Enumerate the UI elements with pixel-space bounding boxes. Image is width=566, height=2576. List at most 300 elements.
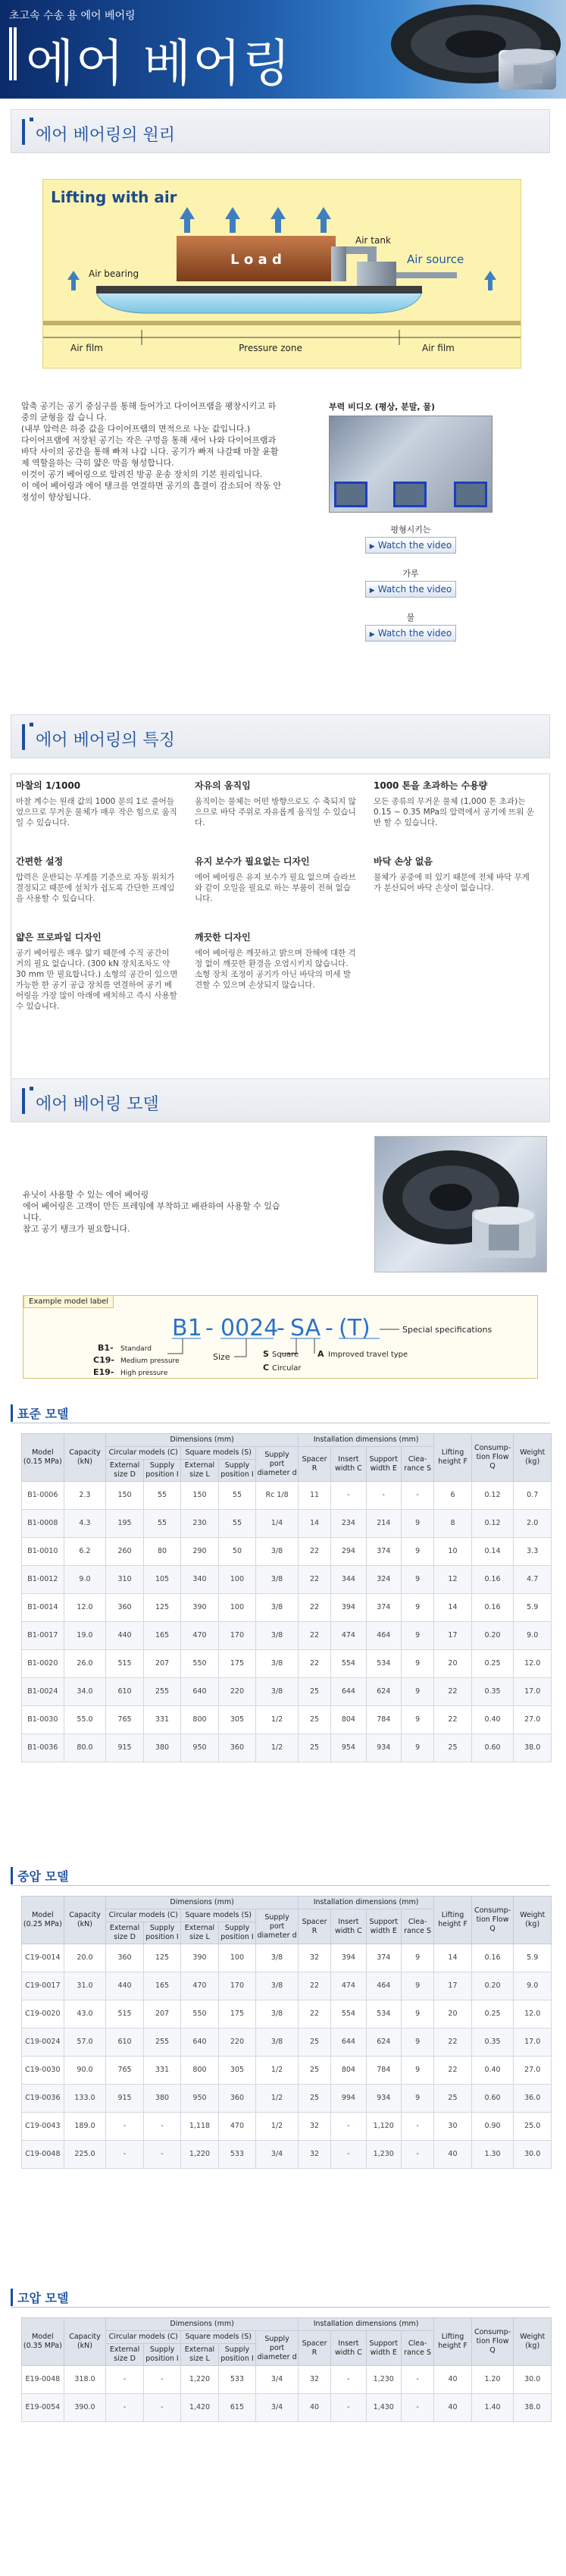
table-cell: 25.0 bbox=[514, 2113, 552, 2141]
col-header-weight: Weight (kg) bbox=[514, 1897, 552, 1944]
table-cell: 644 bbox=[331, 2028, 366, 2057]
feature-item: 얇은 프로파일 디자인 공기 베어링은 매우 얇기 때문에 수직 공간이 거의 필요 없습니다. (300 kN 장치조차도 약 30 mm 만 필요합니다.) 소형의 공간이 있으면 가능한 한 공기 공급 장치를 연결하여 공기 베어링을 가장 많이 아래에 배치하고 즉시 사용할 수 있습니다. bbox=[16, 932, 178, 1011]
table-cell: 3/4 bbox=[256, 2394, 299, 2422]
model-cell: B1-0008 bbox=[22, 1510, 64, 1538]
series-desc-medium: Medium pressure bbox=[120, 1357, 180, 1365]
table-cell: 305 bbox=[218, 2057, 255, 2085]
table-cell: 3/8 bbox=[256, 1622, 299, 1650]
table-cell: 25 bbox=[298, 1734, 330, 1762]
table-row bbox=[22, 1944, 552, 1972]
table-cell: 0.16 bbox=[471, 1594, 514, 1622]
table-row bbox=[22, 2085, 552, 2113]
watch-video-button-water[interactable]: ▶ Watch the video bbox=[365, 625, 456, 642]
table-cell: 20 bbox=[434, 1650, 471, 1678]
shape-desc-square: Square bbox=[272, 1351, 299, 1359]
table-cell: 0.12 bbox=[471, 1510, 514, 1538]
col-header-spacer: Spacer R bbox=[298, 2331, 330, 2366]
table-cell: - bbox=[401, 2113, 433, 2141]
table-cell: 175 bbox=[218, 2000, 255, 2028]
video-thumb-2[interactable] bbox=[393, 482, 427, 507]
table-cell: 255 bbox=[143, 2028, 180, 2057]
table-cell: 22 bbox=[434, 1706, 471, 1734]
table-cell: 55 bbox=[218, 1510, 255, 1538]
table-cell: 3.3 bbox=[514, 1538, 552, 1566]
table-cell: 9 bbox=[401, 1622, 433, 1650]
table-cell: 324 bbox=[366, 1566, 401, 1594]
table-cell: 12.0 bbox=[514, 2000, 552, 2028]
table-cell: - bbox=[143, 2394, 180, 2422]
table-cell: 390 bbox=[181, 1594, 218, 1622]
table-cell: 9 bbox=[401, 1510, 433, 1538]
table-row bbox=[22, 1566, 552, 1594]
watch-video-button-level[interactable]: ▶ Watch the video bbox=[365, 537, 456, 554]
model-paragraph: 유닛이 사용할 수 있는 에어 베어링 에어 베어링은 고객이 만든 프레임에 부착하고 배관하여 사용할 수 있습 니다. 참고 공기 탱크가 필요합니다. bbox=[23, 1190, 280, 1234]
table-row bbox=[22, 2366, 552, 2394]
table-cell: 20 bbox=[434, 2000, 471, 2028]
air-bearing-label: Air bearing bbox=[89, 268, 139, 279]
table-cell: 0.20 bbox=[471, 1972, 514, 2000]
table-cell: 550 bbox=[181, 2000, 218, 2028]
table-cell: 26.0 bbox=[64, 1650, 106, 1678]
col-header-square: Square models (S) bbox=[181, 2331, 256, 2344]
col-header-supply-position: Supply position I bbox=[143, 1922, 180, 1944]
feature-item: 자유의 움직임 움직이는 물체는 어떤 방향으로도 수 축되지 않으므로 바닥 주위로 자유롭게 움직일 수 있습니다. bbox=[195, 780, 356, 827]
table-cell: 30.0 bbox=[514, 2141, 552, 2169]
table-cell: 610 bbox=[106, 1678, 143, 1706]
table-cell: 360 bbox=[106, 1944, 143, 1972]
table-cell: 533 bbox=[218, 2141, 255, 2169]
page-title: 에어 베어링 bbox=[26, 34, 292, 93]
table-cell: 0.40 bbox=[471, 2057, 514, 2085]
col-header-insert-width: Insert width C bbox=[331, 1447, 366, 1482]
table-cell: 765 bbox=[106, 1706, 143, 1734]
air-bearing-device-image bbox=[362, 0, 566, 99]
table-cell: 554 bbox=[331, 2000, 366, 2028]
table-cell: 474 bbox=[331, 1972, 366, 2000]
table-cell: 30 bbox=[434, 2113, 471, 2141]
feature-item: 깨끗한 디자인 에어 베어링은 깨끗하고 밝으며 잔해에 대한 걱정 없이 깨끗한 환경을 오염시키지 않습니다. 소형 장치 조정이 공기가 아닌 바닥의 미세 발견할 수 있으며 손상되지 않습니다. bbox=[195, 932, 356, 990]
special-specifications-label: Special specifications bbox=[402, 1325, 493, 1335]
col-header-supply-position: Supply position I bbox=[218, 1922, 255, 1944]
table-cell: 464 bbox=[366, 1622, 401, 1650]
table-cell: 19.0 bbox=[64, 1622, 106, 1650]
table-cell: 220 bbox=[218, 2028, 255, 2057]
table-cell: 133.0 bbox=[64, 2085, 106, 2113]
col-header-support-width: Support width E bbox=[366, 1909, 401, 1944]
table-cell: - bbox=[106, 2141, 143, 2169]
table-cell: 55 bbox=[143, 1482, 180, 1510]
table-cell: 290 bbox=[181, 1538, 218, 1566]
table-cell: 36.0 bbox=[514, 2085, 552, 2113]
air-bearing-model-image bbox=[374, 1136, 547, 1272]
table-cell: 954 bbox=[331, 1734, 366, 1762]
table-cell: 40 bbox=[434, 2366, 471, 2394]
table-cell: 220 bbox=[218, 1678, 255, 1706]
table-cell: - bbox=[401, 1482, 433, 1510]
table-cell: 22 bbox=[434, 1678, 471, 1706]
feature-item: 간편한 설정 압력은 운반되는 무게를 기준으로 자동 위치가 결정되고 때문에 설치가 쉽도록 간단한 프레임을 사용할 수 있습니다. bbox=[16, 856, 175, 903]
table-cell: 3/8 bbox=[256, 1944, 299, 1972]
table-cell: 1/2 bbox=[256, 2057, 299, 2085]
table-cell: 374 bbox=[366, 1944, 401, 1972]
table-row bbox=[22, 1678, 552, 1706]
table-cell: 9 bbox=[401, 1650, 433, 1678]
table-cell: 515 bbox=[106, 1650, 143, 1678]
table-cell: 950 bbox=[181, 1734, 218, 1762]
table-cell: 22 bbox=[298, 1566, 330, 1594]
col-header-external-size-l: External size L bbox=[181, 1922, 218, 1944]
model-cell: B1-0006 bbox=[22, 1482, 64, 1510]
table-cell: 464 bbox=[366, 1972, 401, 2000]
table-cell: 1.30 bbox=[471, 2141, 514, 2169]
table-cell: 784 bbox=[366, 1706, 401, 1734]
shape-code-c: C bbox=[263, 1363, 270, 1373]
table-cell: 22 bbox=[298, 1650, 330, 1678]
section-heading-model bbox=[11, 1078, 550, 1122]
table-cell: 100 bbox=[218, 1594, 255, 1622]
table-row bbox=[22, 2000, 552, 2028]
table-cell: 0.60 bbox=[471, 1734, 514, 1762]
col-header-installation: Installation dimensions (mm) bbox=[298, 1434, 433, 1447]
table-cell: 17 bbox=[434, 1622, 471, 1650]
table-cell: 0.25 bbox=[471, 2000, 514, 2028]
table-cell: 6 bbox=[434, 1482, 471, 1510]
improved-desc: Improved travel type bbox=[328, 1351, 408, 1359]
header-banner bbox=[0, 0, 566, 99]
table-cell: 3/8 bbox=[256, 1972, 299, 2000]
table-cell: - bbox=[143, 2366, 180, 2394]
table-row bbox=[22, 1706, 552, 1734]
table-cell: 3/4 bbox=[256, 2366, 299, 2394]
code-b1: B1 bbox=[172, 1315, 202, 1341]
table-cell: 340 bbox=[181, 1566, 218, 1594]
table-cell: - bbox=[143, 2113, 180, 2141]
table-cell: 0.12 bbox=[471, 1482, 514, 1510]
air-tank-label: Air tank bbox=[355, 235, 391, 246]
model-heading: 에어 베어링 모델 bbox=[36, 1095, 159, 1114]
table-cell: 17 bbox=[434, 1972, 471, 2000]
table-cell: 294 bbox=[331, 1538, 366, 1566]
table-cell: 1.40 bbox=[471, 2394, 514, 2422]
col-header-external-size: External size D bbox=[106, 1460, 143, 1482]
model-cell: B1-0012 bbox=[22, 1566, 64, 1594]
table-cell: 9 bbox=[401, 1594, 433, 1622]
table-cell: 100 bbox=[218, 1566, 255, 1594]
table-cell: 4.3 bbox=[64, 1510, 106, 1538]
table-cell: 3/4 bbox=[256, 2141, 299, 2169]
table-cell: 1/2 bbox=[256, 1734, 299, 1762]
table-row bbox=[22, 2394, 552, 2422]
table-cell: 624 bbox=[366, 1678, 401, 1706]
table-cell: 22 bbox=[298, 2000, 330, 2028]
principle-heading: 에어 베어링의 원리 bbox=[36, 126, 176, 145]
col-header-lifting-height: Lifting height F bbox=[434, 1434, 471, 1482]
table-cell: 170 bbox=[218, 1972, 255, 2000]
pressure-zone-label: Pressure zone bbox=[239, 343, 302, 353]
table-cell: 0.20 bbox=[471, 1622, 514, 1650]
diagram-title: Lifting with air bbox=[51, 188, 177, 206]
table-cell: 20.0 bbox=[64, 1944, 106, 1972]
shape-desc-circular: Circular bbox=[272, 1364, 302, 1373]
table-cell: - bbox=[331, 2394, 366, 2422]
shape-code-s: S bbox=[263, 1349, 269, 1359]
table-cell: 0.35 bbox=[471, 1678, 514, 1706]
table-cell: 260 bbox=[106, 1538, 143, 1566]
col-header-model: Model (0.15 MPa) bbox=[22, 1434, 64, 1482]
table-cell: 3/8 bbox=[256, 1566, 299, 1594]
table-cell: 12 bbox=[434, 1566, 471, 1594]
table-cell: 534 bbox=[366, 2000, 401, 2028]
col-header-installation: Installation dimensions (mm) bbox=[298, 1897, 433, 1909]
col-header-support-width: Support width E bbox=[366, 1447, 401, 1482]
table-cell: 17.0 bbox=[514, 1678, 552, 1706]
col-header-consumption: Consump-tion Flow Q bbox=[471, 1897, 514, 1944]
table-cell: 4.7 bbox=[514, 1566, 552, 1594]
table-cell: 25 bbox=[298, 2085, 330, 2113]
table-cell: 27.0 bbox=[514, 1706, 552, 1734]
col-header-spacer: Spacer R bbox=[298, 1447, 330, 1482]
table-cell: 10 bbox=[434, 1538, 471, 1566]
table-cell: - bbox=[366, 1482, 401, 1510]
col-header-capacity: Capacity (kN) bbox=[64, 1897, 106, 1944]
col-header-consumption: Consump-tion Flow Q bbox=[471, 1434, 514, 1482]
table-cell: 125 bbox=[143, 1944, 180, 1972]
standard-model-table bbox=[21, 1433, 552, 1762]
medium-model-table bbox=[21, 1896, 552, 2169]
col-header-external-size: External size D bbox=[106, 1922, 143, 1944]
table-cell: 25 bbox=[298, 2057, 330, 2085]
table-cell: 380 bbox=[143, 2085, 180, 2113]
table-cell: 195 bbox=[106, 1510, 143, 1538]
feature-item: 1000 톤을 초과하는 수용량 모든 종류의 무거운 물체 (1,000 톤 초과)는 0.15 ~ 0.35 MPa의 압력에서 공기에 뜨워 운반 할 수 있습니다. bbox=[374, 780, 534, 827]
table-cell: 470 bbox=[181, 1972, 218, 2000]
model-cell: E19-0054 bbox=[22, 2394, 64, 2422]
table-cell: 305 bbox=[218, 1706, 255, 1734]
table-cell: 1,230 bbox=[366, 2141, 401, 2169]
model-cell: B1-0036 bbox=[22, 1734, 64, 1762]
col-header-circular: Circular models (C) bbox=[106, 2331, 181, 2344]
table-cell: - bbox=[106, 2394, 143, 2422]
table-cell: 360 bbox=[218, 1734, 255, 1762]
banner-subtitle: 초고속 수송 용 에어 베어링 bbox=[9, 10, 136, 22]
table-cell: 1/4 bbox=[256, 1510, 299, 1538]
table-cell: 310 bbox=[106, 1566, 143, 1594]
table-cell: 3/8 bbox=[256, 2000, 299, 2028]
table-cell: 9 bbox=[401, 1972, 433, 2000]
table-cell: - bbox=[106, 2366, 143, 2394]
table-cell: 934 bbox=[366, 2085, 401, 2113]
table-cell: 9 bbox=[401, 1678, 433, 1706]
features-heading: 에어 베어링의 특징 bbox=[36, 731, 176, 750]
table-cell: - bbox=[331, 2366, 366, 2394]
table-cell: 32 bbox=[298, 2366, 330, 2394]
principle-paragraph: 압축 공기는 공기 중심구를 통해 들어가고 다이어프램을 팽창시키고 하 중의 균형을 잡 습니 다. (내부 압력은 하중 값을 다이어프램의 면적으로 나눈 값입니다.) 다이어프램에 저장된 공기는 작은 구멍을 통해 새어 나와 다이어프램과 바닥 사이의 공간을 통해 빠져 나갑 니다. 공기가 빠져 나갈때 마찰 윤활 제 역할을하는 극히 얇은 막을 형성합니다. 이것이 공기 베어링으로 알려진 방공 운송 장치의 기본 원리입니다. 이 에어 베어링과 에어 탱크를 연결하면 공기의 흡결이 감소되어 작동 안 정성이 향상됩니다. bbox=[21, 401, 282, 502]
table-cell: 55 bbox=[218, 1482, 255, 1510]
video-thumb-3[interactable] bbox=[454, 482, 487, 507]
col-header-external-size: External size D bbox=[106, 2344, 143, 2366]
col-header-square: Square models (S) bbox=[181, 1909, 256, 1922]
table-cell: 12.0 bbox=[514, 1650, 552, 1678]
table-cell: 3/8 bbox=[256, 1650, 299, 1678]
code-t: (T) bbox=[339, 1315, 371, 1341]
table-cell: 440 bbox=[106, 1622, 143, 1650]
code-sa: SA bbox=[290, 1315, 321, 1341]
table-cell: 915 bbox=[106, 1734, 143, 1762]
col-header-support-width: Support width E bbox=[366, 2331, 401, 2366]
series-code-e19: E19- bbox=[93, 1367, 114, 1377]
table-cell: 57.0 bbox=[64, 2028, 106, 2057]
table-cell: 394 bbox=[331, 1944, 366, 1972]
table-cell: 25 bbox=[434, 1734, 471, 1762]
table-cell: 14 bbox=[434, 1594, 471, 1622]
table-cell: 150 bbox=[106, 1482, 143, 1510]
table-cell: 804 bbox=[331, 2057, 366, 2085]
table-cell: 225.0 bbox=[64, 2141, 106, 2169]
table-cell: 950 bbox=[181, 2085, 218, 2113]
table-cell: 9 bbox=[401, 1734, 433, 1762]
table-cell: 12.0 bbox=[64, 1594, 106, 1622]
video-label-level: 평형시키는 bbox=[390, 525, 431, 535]
table-cell: 554 bbox=[331, 1650, 366, 1678]
standard-model-heading: 표준 모델 bbox=[11, 1404, 68, 1422]
col-header-supply-port: Supply port diameter d bbox=[256, 1909, 299, 1944]
table-row bbox=[22, 1734, 552, 1762]
table-cell: - bbox=[331, 2141, 366, 2169]
table-cell: 1,118 bbox=[181, 2113, 218, 2141]
air-film-right-label: Air film bbox=[422, 343, 455, 353]
model-cell: B1-0030 bbox=[22, 1706, 64, 1734]
table-cell: 1/2 bbox=[256, 2085, 299, 2113]
table-row bbox=[22, 2141, 552, 2169]
model-cell: B1-0024 bbox=[22, 1678, 64, 1706]
table-cell: 784 bbox=[366, 2057, 401, 2085]
table-cell: 9 bbox=[401, 2000, 433, 2028]
model-cell: B1-0017 bbox=[22, 1622, 64, 1650]
play-arrow-icon: ▶ bbox=[369, 587, 375, 595]
table-cell: 11 bbox=[298, 1482, 330, 1510]
table-cell: Rc 1/8 bbox=[256, 1482, 299, 1510]
table-cell: 644 bbox=[331, 1678, 366, 1706]
table-cell: - bbox=[401, 2366, 433, 2394]
table-cell: 915 bbox=[106, 2085, 143, 2113]
code-dash-3: - bbox=[325, 1315, 333, 1341]
table-cell: 17.0 bbox=[514, 2028, 552, 2057]
col-header-clearance: Clea-rance S bbox=[401, 1909, 433, 1944]
table-cell: 615 bbox=[218, 2394, 255, 2422]
table-cell: 515 bbox=[106, 2000, 143, 2028]
table-cell: 374 bbox=[366, 1538, 401, 1566]
high-model-heading: 고압 모델 bbox=[11, 2289, 68, 2306]
table-cell: 25 bbox=[434, 2085, 471, 2113]
table-cell: 25 bbox=[298, 1706, 330, 1734]
size-label: Size bbox=[213, 1352, 230, 1362]
col-header-circular: Circular models (C) bbox=[106, 1447, 181, 1460]
table-cell: - bbox=[401, 2394, 433, 2422]
table-row bbox=[22, 2028, 552, 2057]
table-cell: 934 bbox=[366, 1734, 401, 1762]
table-cell: 3/8 bbox=[256, 2028, 299, 2057]
table-cell: 331 bbox=[143, 2057, 180, 2085]
table-row bbox=[22, 1482, 552, 1510]
model-cell: C19-0020 bbox=[22, 2000, 64, 2028]
table-cell: 374 bbox=[366, 1594, 401, 1622]
series-desc-high: High pressure bbox=[120, 1370, 168, 1377]
table-cell: 640 bbox=[181, 1678, 218, 1706]
load-label: L o a d bbox=[230, 252, 282, 268]
table-cell: 318.0 bbox=[64, 2366, 106, 2394]
table-cell: 80.0 bbox=[64, 1734, 106, 1762]
table-cell: 5.9 bbox=[514, 1944, 552, 1972]
table-cell: 9 bbox=[401, 1706, 433, 1734]
table-cell: 22 bbox=[298, 1622, 330, 1650]
table-cell: 2.0 bbox=[514, 1510, 552, 1538]
table-cell: 125 bbox=[143, 1594, 180, 1622]
table-cell: 804 bbox=[331, 1706, 366, 1734]
table-cell: 34.0 bbox=[64, 1678, 106, 1706]
features-grid bbox=[11, 773, 550, 1109]
table-cell: 230 bbox=[181, 1510, 218, 1538]
table-cell: 105 bbox=[143, 1566, 180, 1594]
air-film-left-label: Air film bbox=[70, 343, 103, 353]
col-header-circular: Circular models (C) bbox=[106, 1909, 181, 1922]
table-cell: 0.7 bbox=[514, 1482, 552, 1510]
table-cell: 90.0 bbox=[64, 2057, 106, 2085]
table-cell: 170 bbox=[218, 1622, 255, 1650]
table-cell: 1/2 bbox=[256, 2113, 299, 2141]
col-header-supply-position: Supply position I bbox=[143, 2344, 180, 2366]
col-header-consumption: Consump-tion Flow Q bbox=[471, 2318, 514, 2366]
feature-item: 마찰의 1/1000 마찰 계수는 원래 값의 1000 분의 1로 줄어들었으므로 무거운 물체가 매우 작은 힘으로 움직일 수 있습니다. bbox=[16, 780, 177, 827]
watch-video-button-powder[interactable]: ▶ Watch the video bbox=[365, 581, 456, 598]
table-cell: 1.20 bbox=[471, 2366, 514, 2394]
table-cell: 1/2 bbox=[256, 1706, 299, 1734]
table-cell: 5.9 bbox=[514, 1594, 552, 1622]
model-cell: B1-0020 bbox=[22, 1650, 64, 1678]
col-header-installation: Installation dimensions (mm) bbox=[298, 2318, 433, 2331]
model-cell: C19-0048 bbox=[22, 2141, 64, 2169]
code-dash-2: - bbox=[277, 1315, 285, 1341]
table-cell: 189.0 bbox=[64, 2113, 106, 2141]
col-header-supply-position: Supply position I bbox=[218, 1460, 255, 1482]
table-cell: 55.0 bbox=[64, 1706, 106, 1734]
col-header-clearance: Clea-rance S bbox=[401, 1447, 433, 1482]
table-cell: 1,430 bbox=[366, 2394, 401, 2422]
feature-item: 바닥 손상 없음 물체가 공중에 떠 있기 때문에 전체 바닥 무게가 분산되어 바닥 손상이 없습니다. bbox=[374, 856, 530, 893]
table-cell: 3/8 bbox=[256, 1538, 299, 1566]
col-header-insert-width: Insert width C bbox=[331, 1909, 366, 1944]
table-cell: 3/8 bbox=[256, 1594, 299, 1622]
col-header-external-size-l: External size L bbox=[181, 2344, 218, 2366]
table-cell: 360 bbox=[106, 1594, 143, 1622]
col-header-square: Square models (S) bbox=[181, 1447, 256, 1460]
table-row bbox=[22, 2113, 552, 2141]
table-row bbox=[22, 1594, 552, 1622]
col-header-supply-position: Supply position I bbox=[143, 1460, 180, 1482]
high-model-table bbox=[21, 2317, 552, 2422]
table-cell: 55 bbox=[143, 1510, 180, 1538]
table-cell: - bbox=[401, 2141, 433, 2169]
table-cell: 207 bbox=[143, 1650, 180, 1678]
air-source-label: Air source bbox=[407, 253, 464, 266]
table-cell: 9 bbox=[401, 1944, 433, 1972]
video-preview-image bbox=[329, 416, 493, 513]
table-cell: 9.0 bbox=[514, 1622, 552, 1650]
code-dash-1: - bbox=[205, 1315, 214, 1341]
table-cell: 50 bbox=[218, 1538, 255, 1566]
table-cell: 440 bbox=[106, 1972, 143, 2000]
video-thumb-1[interactable] bbox=[334, 482, 367, 507]
table-cell: 344 bbox=[331, 1566, 366, 1594]
